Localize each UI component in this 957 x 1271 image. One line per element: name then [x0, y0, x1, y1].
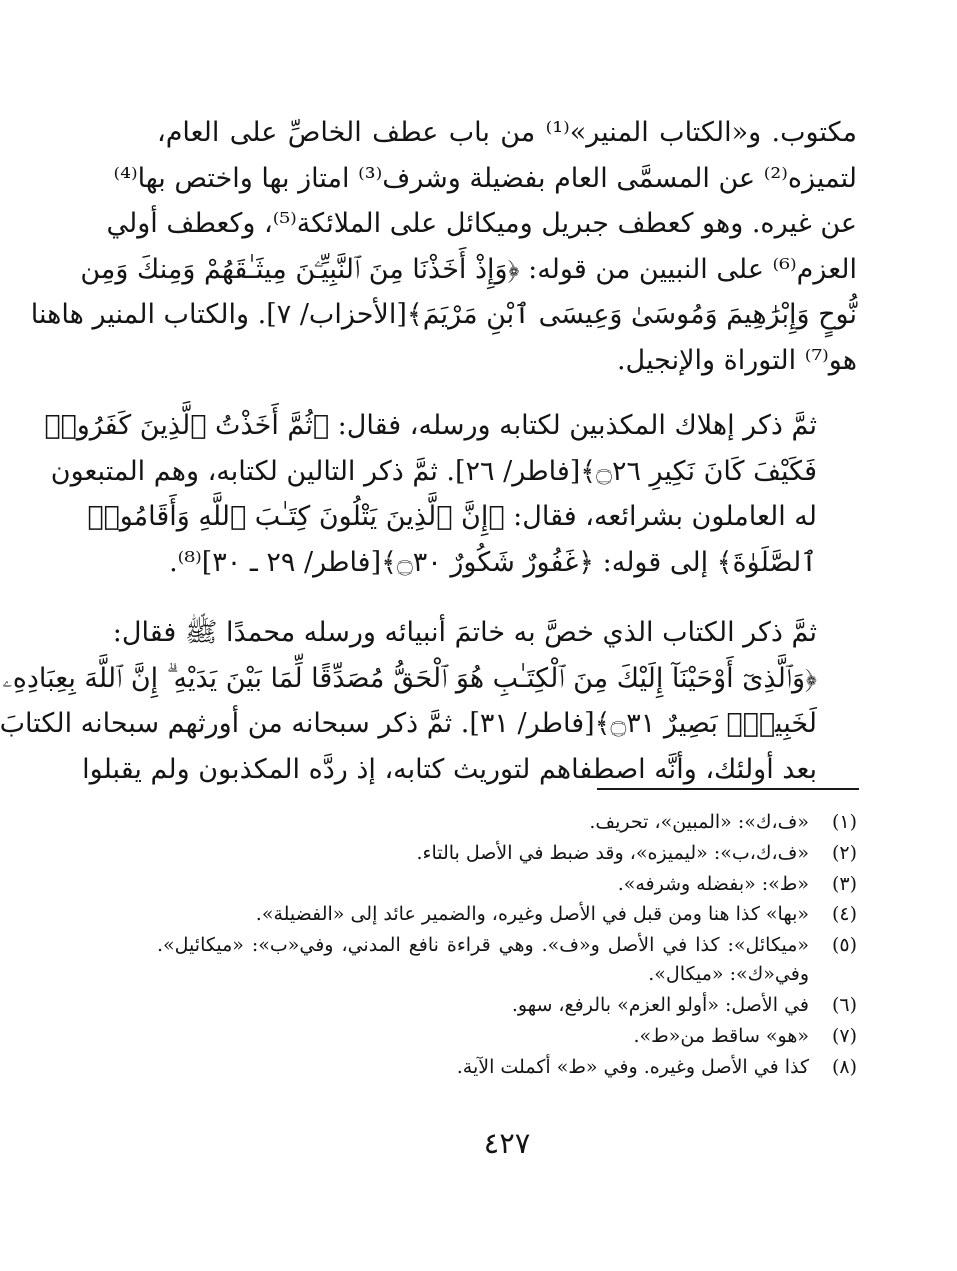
footnote-number: (٨): [831, 1055, 857, 1078]
footnote-separator: [597, 788, 859, 790]
footnote: [157, 991, 857, 1020]
text-line: ٱلصَّلَوٰةَ﴾ إلى قوله: ﴿غَفُورٌ شَكُورٌ ۝٣٠﴾[فاطر/ ٢٩ ـ ٣٠]⁽⁸⁾.: [169, 546, 817, 578]
footnote: [157, 931, 857, 989]
footnote-text: كذا في الأصل وغيره. وفي «ط» أكملت الآية.: [456, 1055, 809, 1078]
text-line: نُّوحٍ وَإِبْرَٰهِيمَ وَمُوسَىٰ وَعِيسَى ٱبْنِ مَرْيَمَ﴾[الأحزاب/ ٧]. والكتاب المنير هاهنا: [30, 299, 857, 330]
footnote-text: «ف،ك،ب»: «ليميزه»، وقد ضبط في الأصل بالتاء.: [416, 841, 809, 864]
footnote-number: (٤): [831, 903, 857, 926]
text-line: فَكَيْفَ كَانَ نَكِيرِ ۝٢٦﴾[فاطر/ ٢٦]. ثمَّ ذكر التالين لكتابه، وهم المتبعون: [50, 455, 817, 487]
text-line: له العاملون بشرائعه، فقال: ﴿إِنَّ ٱلَّذِينَ يَتْلُونَ كِتَـٰبَ ٱللَّهِ وَأَقَامُوا۟: [87, 501, 817, 532]
footnote-text: «ف،ك»: «المبين»، تحريف.: [589, 811, 809, 833]
text-line: عن غيره. وهو كعطف جبريل وميكائل على الملائكة⁽⁵⁾، وكعطف أولي: [106, 208, 857, 239]
text-line: لتميزه⁽²⁾ عن المسمَّى العام بفضيلة وشرف⁽³⁾ امتاز بها واختص بها⁽⁴⁾: [113, 162, 857, 194]
text-line: العزم⁽⁶⁾ على النبيين من قوله: ﴿وَإِذْ أَخَذْنَا مِنَ ٱلنَّبِيِّـۧنَ مِيثَـٰقَهُمْ وَمِنكَ وَمِن: [80, 253, 857, 285]
footnote-text: «ميكائل»: كذا في الأصل و«ف». وهي قراءة نافع المدني، وفي«ب»: «ميكائيل». وفي«ك»: «ميكال».: [157, 934, 809, 986]
page-number: ٤٢٧: [483, 1126, 531, 1160]
footnote: [157, 900, 857, 929]
footnote-text: «هو» ساقط من«ط».: [633, 1024, 809, 1047]
footnote: [157, 1022, 857, 1051]
text-line: ثمَّ ذكر إهلاك المكذبين لكتابه ورسله، فقال: ﴿ثُمَّ أَخَذْتُ ٱلَّذِينَ كَفَرُوا۟: [44, 410, 817, 441]
footnote-number: (٣): [831, 872, 857, 895]
text-line: ﴿وَٱلَّذِىٓ أَوْحَيْنَآ إِلَيْكَ مِنَ ٱلْكِتَـٰبِ هُوَ ٱلْحَقُّ مُصَدِّقًا لِّمَا بَيْنَ يَدَيْهِ ۗ إِنَّ ٱللَّهَ بِعِبَادِهِۦ: [2, 662, 817, 694]
paragraph: [0, 610, 857, 792]
footnote-text: «ط»: «بفضله وشرفه».: [617, 872, 809, 895]
footnote: [157, 839, 857, 868]
text-line: لَخَبِيرٌۢ بَصِيرٌ ۝٣١﴾[فاطر/ ٣١]. ثمَّ ذكر سبحانه من أورثهم سبحانه الكتابَ: [0, 708, 817, 739]
main-text: [0, 110, 858, 792]
footnote-number: (٧): [831, 1024, 857, 1047]
footnote-number: (١): [831, 811, 857, 833]
paragraph: [44, 403, 857, 585]
footnotes: [157, 808, 857, 1083]
text-line: هو⁽⁷⁾ التوراة والإنجيل.: [616, 344, 857, 376]
text-line: ثمَّ ذكر الكتاب الذي خصَّ به خاتمَ أنبيائه ورسله محمدًا ﷺ فقال:: [112, 617, 817, 648]
footnote: [157, 870, 857, 899]
footnote: [157, 1053, 857, 1082]
footnote-number: (٦): [831, 993, 857, 1016]
text-line: بعد أولئك، وأنَّه اصطفاهم لتوريث كتابه، إذ ردَّه المكذبون ولم يقبلوا: [82, 753, 817, 785]
footnote-text: في الأصل: «أولو العزم» بالرفع، سهو.: [511, 993, 809, 1016]
footnote-number: (٥): [831, 934, 857, 957]
footnote-text: «بها» كذا هنا ومن قبل في الأصل وغيره، والضمير عائد إلى «الفضيلة».: [255, 903, 809, 926]
paragraph: [30, 110, 858, 383]
text-line: مكتوب. و«الكتاب المنير»⁽¹⁾ من باب عطف الخاصِّ على العام،: [157, 117, 858, 148]
footnote: [157, 808, 857, 837]
footnote-number: (٢): [831, 841, 857, 864]
